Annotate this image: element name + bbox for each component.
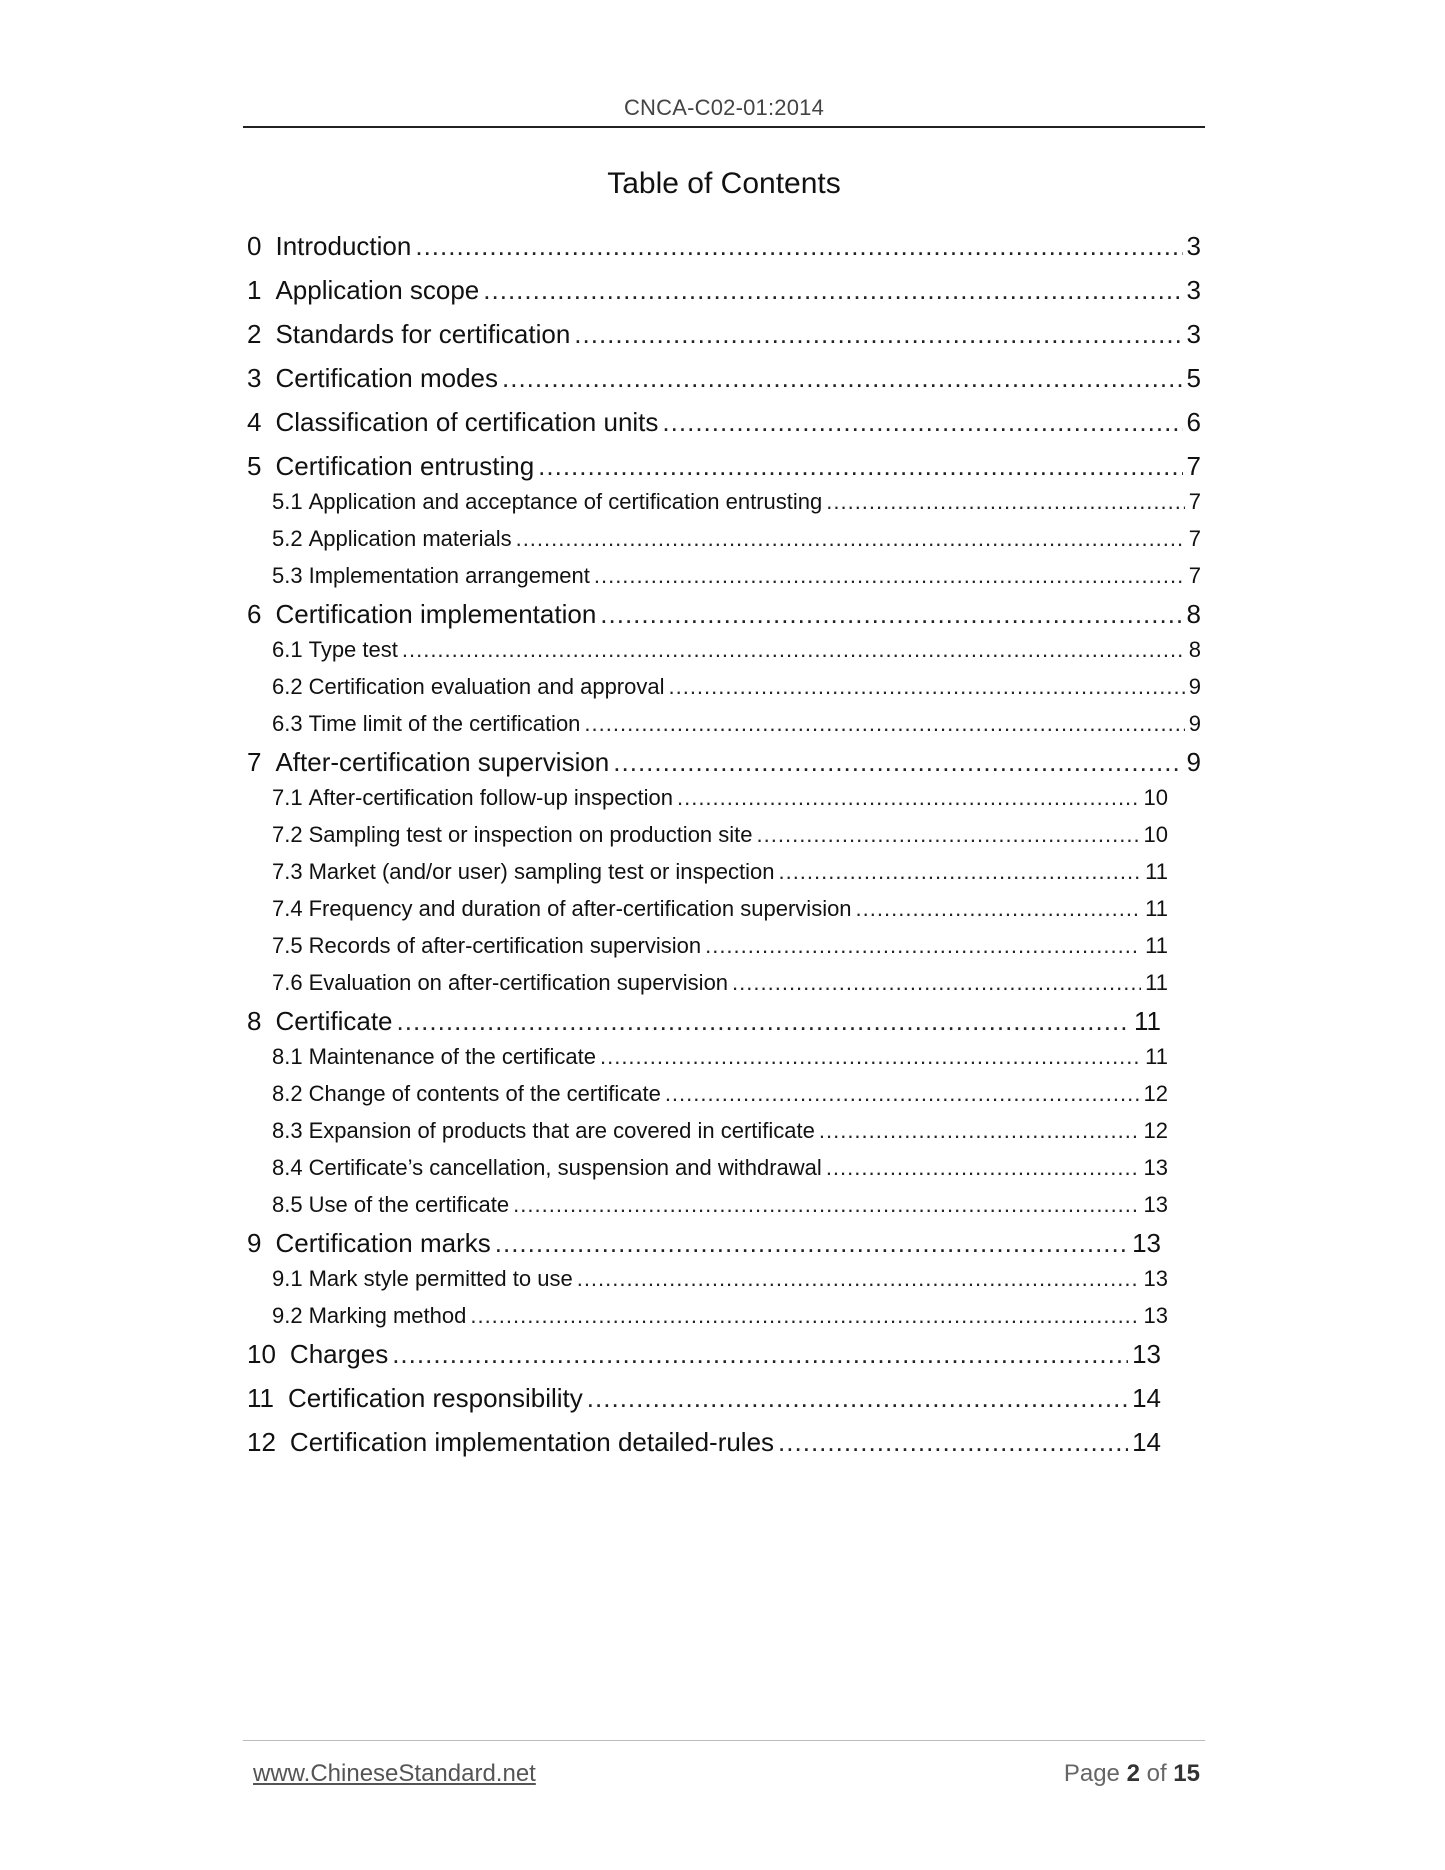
toc-entry-page: 11 [1145, 933, 1168, 958]
toc-entry-title: Application and acceptance of certification entrusting [308, 489, 823, 514]
toc-entry-subsection[interactable] [272, 708, 1201, 740]
toc-dot-leader [402, 634, 1185, 666]
toc-entry-title: Certificate [275, 1006, 393, 1036]
toc-entry-title: Implementation arrangement [308, 563, 590, 588]
toc-entry-number: 6.3 [272, 711, 303, 736]
toc-entry-title: Certification evaluation and approval [308, 674, 665, 699]
toc-entry-subsection[interactable] [272, 930, 1168, 962]
toc-entry-section[interactable] [247, 1424, 1161, 1460]
toc-entry-page: 3 [1186, 275, 1201, 305]
toc-dot-leader [483, 272, 1182, 308]
toc-entry-title: Mark style permitted to use [308, 1266, 573, 1291]
toc-entry-number: 8.5 [272, 1192, 303, 1217]
toc-entry-page: 6 [1186, 407, 1201, 437]
toc-entry-page: 8 [1186, 599, 1201, 629]
toc-entry-subsection[interactable] [272, 523, 1201, 555]
toc-entry-number: 7.5 [272, 933, 303, 958]
toc-entry-subsection[interactable] [272, 1152, 1168, 1184]
toc-entry-number: 8.4 [272, 1155, 303, 1180]
toc-entry-number: 8 [247, 1006, 262, 1036]
toc-dot-leader [538, 448, 1182, 484]
toc-entry-subsection[interactable] [272, 1115, 1168, 1147]
toc-entry-page: 11 [1145, 859, 1168, 884]
toc-dot-leader [757, 819, 1140, 851]
toc-entry-page: 11 [1134, 1006, 1161, 1036]
toc-entry-page: 13 [1143, 1192, 1168, 1217]
toc-dot-leader [513, 1189, 1139, 1221]
toc-entry-number: 7.4 [272, 896, 303, 921]
toc-dot-leader [502, 360, 1183, 396]
toc-entry-number: 6.2 [272, 674, 303, 699]
toc-entry-page: 7 [1188, 526, 1201, 551]
toc-entry-title: Frequency and duration of after-certification supervision [308, 896, 852, 921]
toc-entry-page: 13 [1132, 1339, 1161, 1369]
toc-entry-title: Classification of certification units [275, 407, 659, 437]
toc-entry-subsection[interactable] [272, 893, 1168, 925]
toc-entry-section[interactable] [247, 272, 1201, 308]
toc-entry-page: 11 [1145, 970, 1168, 995]
toc-entry-subsection[interactable] [272, 1300, 1168, 1332]
toc-entry-page: 12 [1143, 1118, 1168, 1143]
toc-entry-page: 10 [1143, 785, 1168, 810]
toc-dot-leader [577, 1263, 1140, 1295]
toc-dot-leader [415, 228, 1182, 264]
toc-entry-section[interactable] [247, 1003, 1161, 1039]
toc-entry-subsection[interactable] [272, 560, 1201, 592]
toc-entry-title: Use of the certificate [308, 1192, 510, 1217]
toc-dot-leader [584, 708, 1184, 740]
toc-entry-number: 9.2 [272, 1303, 303, 1328]
toc-entry-subsection[interactable] [272, 1263, 1168, 1295]
page-header [243, 94, 1205, 128]
toc-entry-title: Records of after-certification supervision [308, 933, 702, 958]
toc-dot-leader [587, 1380, 1128, 1416]
document-code: CNCA-C02-01:2014 [623, 95, 825, 120]
toc-entry-section[interactable] [247, 448, 1201, 484]
toc-entry-page: 10 [1143, 822, 1168, 847]
toc-entry-number: 7.3 [272, 859, 303, 884]
toc-dot-leader [677, 782, 1140, 814]
toc-entry-title: Introduction [275, 231, 412, 261]
toc-entry-title: Certification marks [275, 1228, 491, 1258]
toc-entry-title: Certification implementation [275, 599, 597, 629]
toc-entry-number: 6.1 [272, 637, 303, 662]
toc-entry-title: Certificate’s cancellation, suspension and withdrawal [308, 1155, 822, 1180]
toc-entry-subsection[interactable] [272, 819, 1168, 851]
toc-entry-subsection[interactable] [272, 486, 1201, 518]
toc-entry-page: 11 [1145, 896, 1168, 921]
toc-entry-subsection[interactable] [272, 1041, 1168, 1073]
toc-entry-title: Charges [289, 1339, 389, 1369]
toc-entry-page: 14 [1132, 1383, 1161, 1413]
toc-dot-leader [705, 930, 1141, 962]
toc-entry-title: Application scope [275, 275, 480, 305]
toc-entry-number: 8.2 [272, 1081, 303, 1106]
toc-entry-number: 7 [247, 747, 262, 777]
toc-entry-page: 14 [1132, 1427, 1161, 1457]
toc-dot-leader [856, 893, 1142, 925]
toc-dot-leader [668, 671, 1184, 703]
toc-entry-section[interactable] [247, 1380, 1161, 1416]
toc-entry-section[interactable] [247, 1336, 1161, 1372]
toc-entry-subsection[interactable] [272, 1189, 1168, 1221]
toc-entry-page: 3 [1186, 231, 1201, 261]
toc-entry-title: Market (and/or user) sampling test or inspection [308, 859, 775, 884]
toc-entry-number: 5 [247, 451, 262, 481]
toc-entry-page: 9 [1188, 674, 1201, 699]
toc-title: Table of Contents [607, 167, 841, 200]
toc-entry-title: Expansion of products that are covered in certificate [308, 1118, 815, 1143]
website-link[interactable]: www.ChineseStandard.net [253, 1760, 536, 1787]
toc-entry-number: 12 [247, 1427, 276, 1457]
toc-entry-section[interactable] [247, 316, 1201, 352]
toc-dot-leader [470, 1300, 1139, 1332]
footer-divider [243, 1740, 1205, 1741]
toc-entry-title: Type test [308, 637, 398, 662]
toc-entry-title: Time limit of the certification [308, 711, 581, 736]
page-total: 15 [1173, 1760, 1200, 1787]
toc-dot-leader [778, 856, 1141, 888]
toc-entry-title: Marking method [308, 1303, 467, 1328]
toc-dot-leader [516, 523, 1185, 555]
toc-entry-number: 7.1 [272, 785, 303, 810]
toc-entry-title: Evaluation on after-certification supervision [308, 970, 729, 995]
toc-entry-section[interactable] [247, 228, 1201, 264]
toc-dot-leader [594, 560, 1185, 592]
toc-entry-subsection[interactable] [272, 782, 1168, 814]
toc-entry-number: 8.3 [272, 1118, 303, 1143]
toc-entry-subsection[interactable] [272, 1078, 1168, 1110]
toc-entry-section[interactable] [247, 360, 1201, 396]
toc-entry-number: 9.1 [272, 1266, 303, 1291]
toc-dot-leader [732, 967, 1141, 999]
toc-entry-page: 3 [1186, 319, 1201, 349]
toc-dot-leader [665, 1078, 1140, 1110]
toc-entry-page: 5 [1186, 363, 1201, 393]
toc-entry-page: 12 [1143, 1081, 1168, 1106]
toc-entry-section[interactable] [247, 744, 1201, 780]
toc-entry-number: 7.2 [272, 822, 303, 847]
toc-entry-page: 11 [1145, 1044, 1168, 1069]
toc-entry-title: Certification entrusting [275, 451, 535, 481]
toc-entry-title: Certification responsibility [288, 1383, 583, 1413]
toc-entry-title: After-certification supervision [275, 747, 610, 777]
toc-dot-leader [397, 1003, 1130, 1039]
toc-entry-number: 0 [247, 231, 262, 261]
toc-entry-page: 8 [1188, 637, 1201, 662]
toc-entry-page: 7 [1188, 563, 1201, 588]
toc-dot-leader [826, 486, 1185, 518]
toc-entry-number: 7.6 [272, 970, 303, 995]
toc-entry-section[interactable] [247, 1225, 1161, 1261]
toc-entry-subsection[interactable] [272, 671, 1201, 703]
toc-entry-title: Application materials [308, 526, 512, 551]
toc-entry-subsection[interactable] [272, 856, 1168, 888]
toc-entry-number: 5.1 [272, 489, 303, 514]
page-number [1064, 1759, 1200, 1789]
toc-entry-title: Maintenance of the certificate [308, 1044, 596, 1069]
toc-entry-page: 9 [1188, 711, 1201, 736]
toc-entry-number: 4 [247, 407, 262, 437]
toc-entry-number: 3 [247, 363, 262, 393]
toc-dot-leader [392, 1336, 1128, 1372]
toc-dot-leader [819, 1115, 1140, 1147]
toc-entry-page: 7 [1188, 489, 1201, 514]
toc-dot-leader [600, 596, 1182, 632]
toc-entry-number: 5.3 [272, 563, 303, 588]
toc-entry-title: Certification modes [275, 363, 499, 393]
toc-entry-title: Certification implementation detailed-rules [289, 1427, 775, 1457]
toc-entry-number: 2 [247, 319, 262, 349]
toc-entry-section[interactable] [247, 596, 1201, 632]
toc-dot-leader [778, 1424, 1128, 1460]
toc-dot-leader [574, 316, 1182, 352]
toc-entry-number: 1 [247, 275, 262, 305]
page-label: Page [1063, 1760, 1120, 1787]
toc-entry-number: 6 [247, 599, 262, 629]
toc-entry-page: 9 [1186, 747, 1201, 777]
toc-entry-number: 10 [247, 1339, 276, 1369]
toc-entry-number: 8.1 [272, 1044, 303, 1069]
toc-entry-page: 7 [1186, 451, 1201, 481]
toc-entry-page: 13 [1143, 1266, 1168, 1291]
toc-entry-title: After-certification follow-up inspection [308, 785, 673, 810]
toc-entry-section[interactable] [247, 404, 1201, 440]
toc-entry-number: 11 [247, 1383, 274, 1413]
toc-dot-leader [826, 1152, 1140, 1184]
toc-entry-subsection[interactable] [272, 967, 1168, 999]
toc-entry-number: 5.2 [272, 526, 303, 551]
toc-entry-title: Sampling test or inspection on production site [308, 822, 753, 847]
toc-entry-page: 13 [1143, 1303, 1168, 1328]
toc-dot-leader [600, 1041, 1141, 1073]
toc-entry-title: Change of contents of the certificate [308, 1081, 661, 1106]
toc-entry-page: 13 [1132, 1228, 1161, 1258]
page-current: 2 [1126, 1760, 1140, 1787]
toc-dot-leader [495, 1225, 1128, 1261]
toc-entry-subsection[interactable] [272, 634, 1201, 666]
toc-entry-title: Standards for certification [275, 319, 571, 349]
page-of-label: of [1146, 1760, 1167, 1787]
toc-entry-page: 13 [1143, 1155, 1168, 1180]
toc-dot-leader [613, 744, 1182, 780]
toc-dot-leader [662, 404, 1182, 440]
toc-entry-number: 9 [247, 1228, 262, 1258]
